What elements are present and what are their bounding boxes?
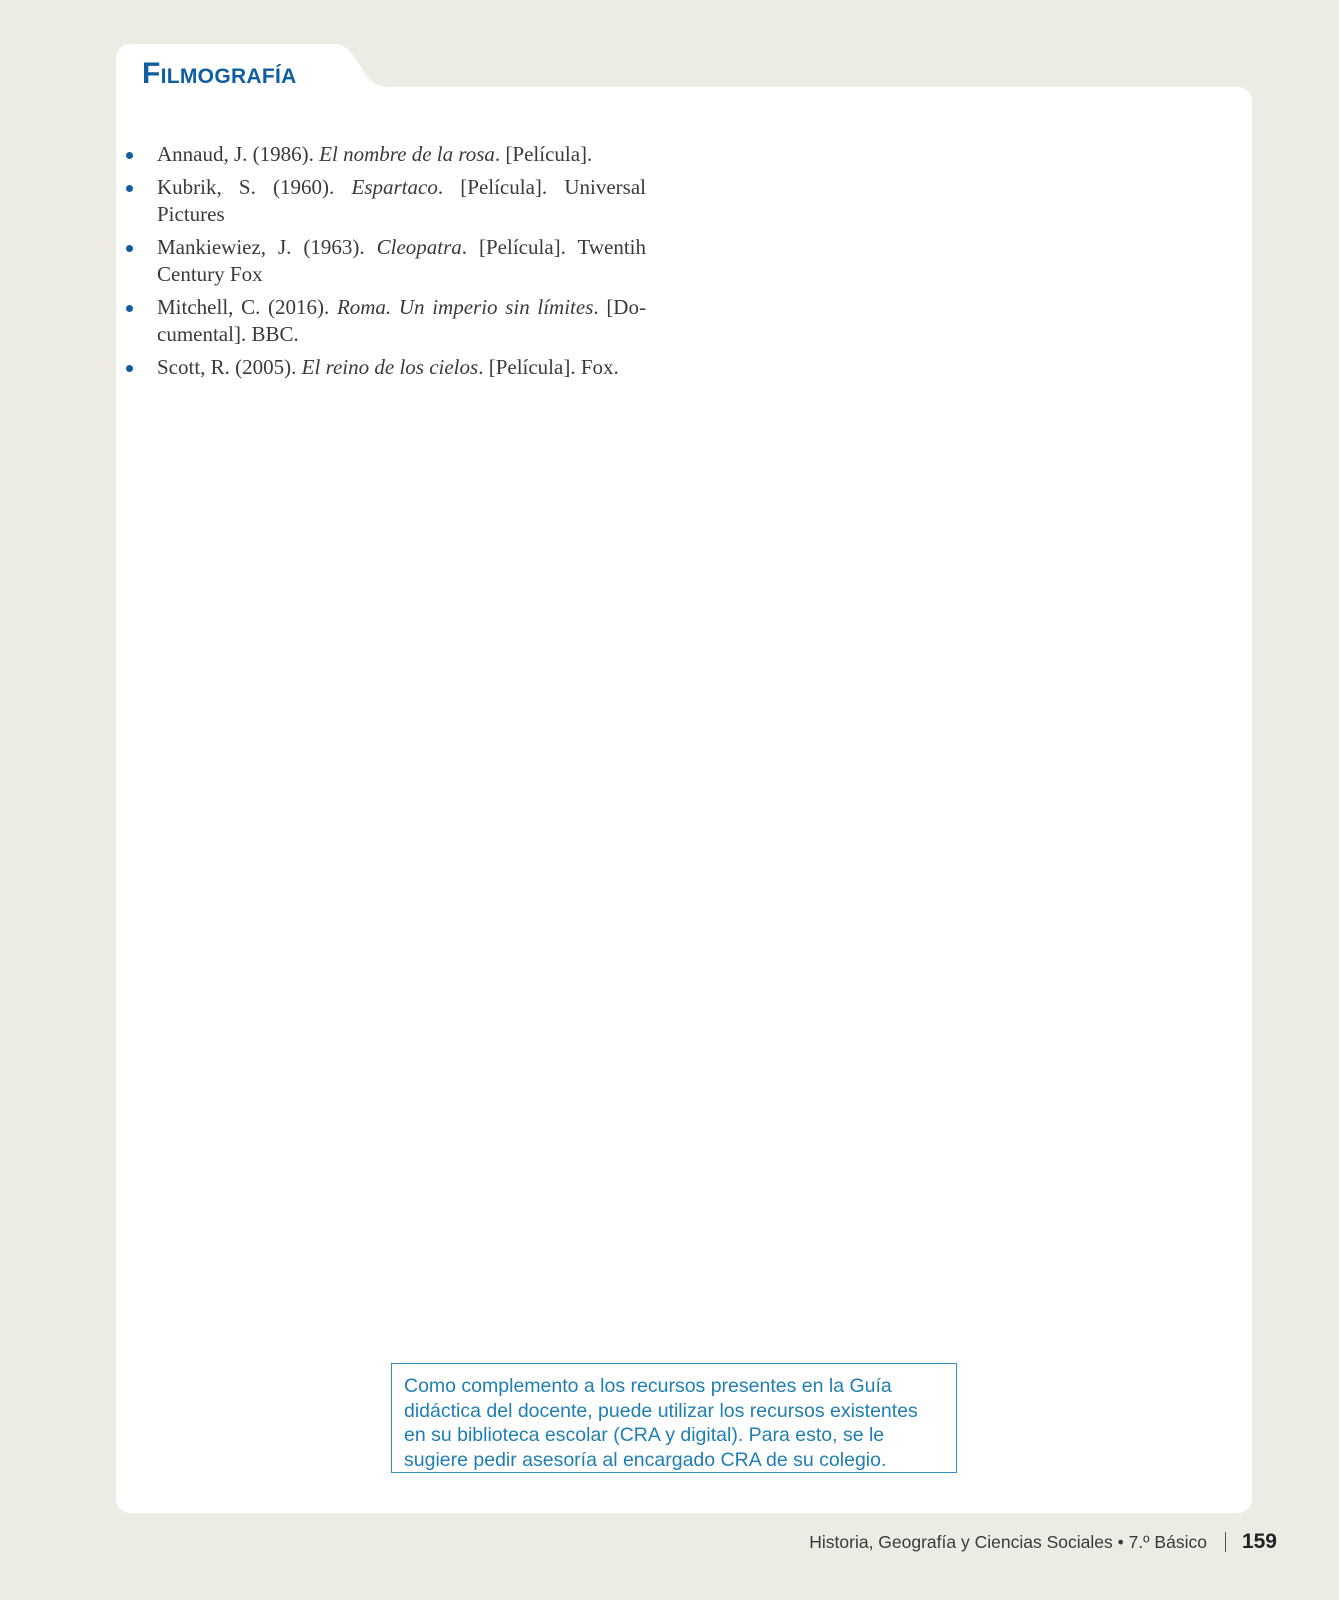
list-item — [126, 141, 646, 168]
reference-details: . [Película]. — [494, 142, 593, 166]
reference-title: El reino de los cielos — [301, 355, 479, 379]
reference-details: . [Documental]. BBC. — [157, 295, 646, 346]
reference-title: Roma. Un imperio sin límites — [336, 295, 594, 319]
list-item — [126, 234, 646, 288]
list-item — [126, 174, 646, 228]
reference-details: . [Película]. Twentih Century Fox — [157, 235, 646, 286]
bullet-icon — [126, 152, 133, 159]
teacher-note-text: Como complemento a los recursos presentes en la Guía didáctica del docente, puede utilizar los recursos existentes en su biblioteca escolar (CRA y digital). Para esto, se le sugiere pedir asesoría al encargado CRA de su colegio. — [404, 1375, 918, 1471]
reference-author: Mankiewiez, J. (1963). — [157, 235, 377, 259]
reference-details: . [Película]. Fox. — [478, 355, 619, 379]
reference-title: El nombre de la rosa — [319, 142, 495, 166]
page-footer — [809, 1530, 1277, 1554]
reference-list — [126, 141, 646, 387]
list-item — [126, 354, 646, 381]
reference-author: Annaud, J. (1986). — [157, 142, 320, 166]
reference-author: Scott, R. (2005). — [157, 355, 302, 379]
list-item — [126, 294, 646, 348]
footer-divider — [1225, 1532, 1226, 1552]
teacher-note-box — [391, 1363, 957, 1473]
bullet-icon — [126, 185, 133, 192]
section-title: Filmografía — [142, 57, 297, 90]
reference-details: . [Película]. Universal Pictures — [157, 175, 646, 226]
footer-book-title: Historia, Geografía y Ciencias Sociales • 7.º Básico — [809, 1531, 1207, 1552]
reference-author: Kubrik, S. (1960). — [157, 175, 352, 199]
reference-title: Espartaco — [351, 175, 438, 199]
bullet-icon — [126, 365, 133, 372]
bullet-icon — [126, 305, 133, 312]
page-number: 159 — [1241, 1530, 1277, 1553]
title-tab-slope — [330, 44, 390, 104]
bullet-icon — [126, 245, 133, 252]
reference-author: Mitchell, C. (2016). — [157, 295, 337, 319]
reference-title: Cleopatra — [376, 235, 462, 259]
